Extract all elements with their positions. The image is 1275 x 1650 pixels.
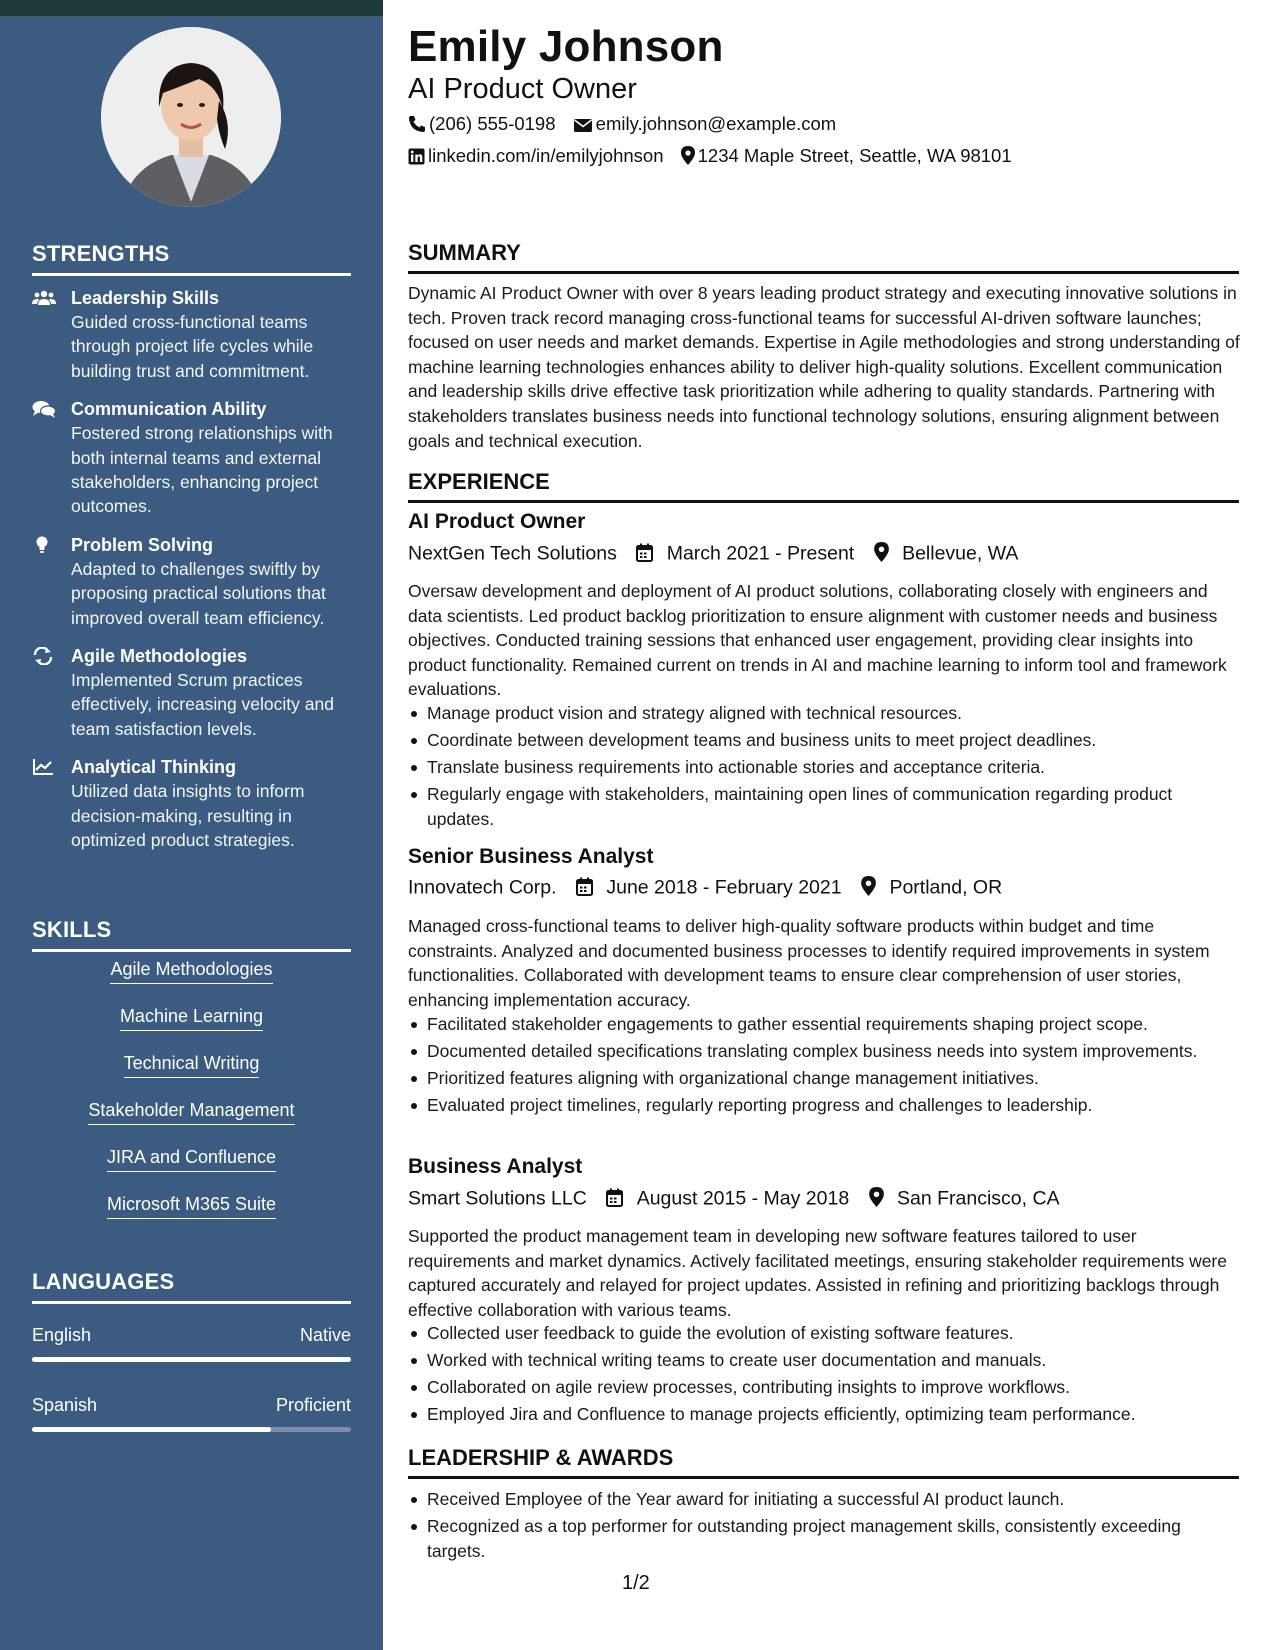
map-marker-icon bbox=[861, 876, 876, 896]
job-meta bbox=[408, 1187, 1060, 1210]
candidate-title: AI Product Owner bbox=[408, 73, 637, 105]
list-item: Documented detailed specifications translating complex business needs into system improvements. bbox=[408, 1039, 1240, 1064]
strength-title: Agile Methodologies bbox=[71, 646, 248, 667]
company-name: Smart Solutions LLC bbox=[408, 1187, 587, 1210]
strength-description: Implemented Scrum practices effectively, increasing velocity and team satisfaction levels. bbox=[71, 670, 334, 739]
strength-description: Guided cross-functional teams through project life cycles while building trust and commitment. bbox=[71, 312, 314, 381]
list-item: Worked with technical writing teams to create user documentation and manuals. bbox=[408, 1348, 1240, 1373]
job-description: Oversaw development and deployment of AI product solutions, collaborating closely with engineers and data scientists. Led product backlog prioritization to ensure alignment with customer needs and business objectives. Conducted training sessions that enhanced user engagement, providing clear insights into product functionality. Remained current on trends in AI and machine learning to inform tool and framework evaluations. bbox=[408, 581, 1227, 700]
page-number: 1/2 bbox=[622, 1572, 650, 1594]
job-dates: August 2015 - May 2018 bbox=[636, 1187, 850, 1210]
job-description: Supported the product management team in developing new software features tailored to user requirements and market dynamics. Actively facilitated meetings, ensuring stakeholder requirements were captured accurately and relayed for project updates. Assisted in refining and prioritizing backlogs through effective collaboration with various teams. bbox=[408, 1226, 1227, 1320]
summary-title: SUMMARY bbox=[408, 240, 1239, 274]
map-marker-icon bbox=[874, 542, 889, 562]
skills-title: SKILLS bbox=[32, 917, 351, 952]
experience-title: EXPERIENCE bbox=[408, 469, 1239, 503]
awards-title: LEADERSHIP & AWARDS bbox=[408, 1445, 1239, 1479]
job-meta bbox=[408, 876, 1002, 899]
map-marker-icon bbox=[681, 146, 695, 165]
job-location: Bellevue, WA bbox=[902, 542, 1019, 565]
list-item: Collected user feedback to guide the evolution of existing software features. bbox=[408, 1321, 1240, 1346]
email-link[interactable]: emily.johnson@example.com bbox=[595, 113, 837, 134]
envelope-icon bbox=[573, 117, 593, 133]
sidebar-top-band bbox=[0, 0, 383, 16]
linkedin-link[interactable]: linkedin.com/in/emilyjohnson bbox=[428, 145, 664, 166]
address: 1234 Maple Street, Seattle, WA 98101 bbox=[697, 145, 1012, 166]
strength-description: Utilized data insights to inform decision-making, resulting in optimized product strategies. bbox=[71, 781, 305, 851]
sync-icon bbox=[32, 647, 56, 665]
strength-item bbox=[32, 286, 352, 383]
languages-title: LANGUAGES bbox=[32, 1269, 351, 1304]
strength-item bbox=[32, 397, 352, 519]
calendar-icon bbox=[606, 1188, 623, 1207]
strength-description: Fostered strong relationships with both internal teams and external stakeholders, enhancing project outcomes. bbox=[71, 423, 333, 517]
strength-item bbox=[32, 755, 352, 852]
job-meta bbox=[408, 542, 1018, 565]
skill-tag: Machine Learning bbox=[120, 1005, 263, 1031]
list-item: Employed Jira and Confluence to manage projects efficiently, optimizing team performance. bbox=[408, 1402, 1240, 1427]
job-bullets bbox=[408, 1321, 1240, 1429]
strength-title: Communication Ability bbox=[71, 399, 267, 420]
skills-list bbox=[32, 958, 351, 1240]
strength-item bbox=[32, 644, 352, 741]
job-bullets bbox=[408, 701, 1240, 834]
language-level: Proficient bbox=[275, 1395, 351, 1415]
company-name: Innovatech Corp. bbox=[408, 876, 557, 899]
list-item: Evaluated project timelines, regularly reporting progress and challenges to leadership. bbox=[408, 1093, 1240, 1118]
skill-tag: Microsoft M365 Suite bbox=[107, 1193, 276, 1219]
language-proficiency-bar bbox=[32, 1357, 351, 1362]
phone-number[interactable]: (206) 555-0198 bbox=[429, 113, 556, 134]
strength-title: Analytical Thinking bbox=[71, 757, 237, 778]
phone-icon bbox=[408, 115, 426, 133]
list-item: Regularly engage with stakeholders, maintaining open lines of communication regarding product updates. bbox=[408, 782, 1240, 831]
users-icon bbox=[32, 289, 56, 307]
job-description: Managed cross-functional teams to deliver high-quality software products within budget and time constraints. Analyzed and documented business processes to identify required improvements in system functionalities. Collaborated with development teams to ensure clear comprehension of user stories, enhancing implementation accuracy. bbox=[408, 916, 1210, 1010]
profile-photo bbox=[101, 27, 281, 207]
summary-text: Dynamic AI Product Owner with over 8 years leading product strategy and executing innovative solutions in tech. Proven track record managing cross-functional teams for successful AI-driven software launches; focused on user needs and market demands. Expertise in Agile methodologies and strong understanding of machine learning technologies enhances ability to deliver high-quality solutions. Excellent communication and leadership skills drive effective task prioritization while adhering to quality standards. Partnering with stakeholders translates business needs into functional technology solutions, ensuring alignment between goals and technical execution. bbox=[408, 283, 1240, 451]
job-dates: March 2021 - Present bbox=[666, 542, 855, 565]
calendar-icon bbox=[636, 543, 653, 562]
linkedin-icon bbox=[408, 148, 425, 165]
strength-item bbox=[32, 533, 352, 630]
strengths-title: STRENGTHS bbox=[32, 241, 351, 276]
language-name: English bbox=[32, 1325, 92, 1345]
list-item: Manage product vision and strategy aligned with technical resources. bbox=[408, 701, 1240, 726]
list-item: Coordinate between development teams and business units to meet project deadlines. bbox=[408, 728, 1240, 753]
strength-title: Problem Solving bbox=[71, 534, 214, 555]
skill-tag: Agile Methodologies bbox=[110, 958, 272, 984]
strength-description: Adapted to challenges swiftly by proposing practical solutions that improved overall team efficiency. bbox=[71, 558, 326, 628]
calendar-icon bbox=[576, 877, 593, 896]
job-title: Senior Business Analyst bbox=[408, 845, 654, 868]
job-title: Business Analyst bbox=[408, 1155, 583, 1178]
list-item: Translate business requirements into actionable stories and acceptance criteria. bbox=[408, 755, 1240, 780]
job-location: Portland, OR bbox=[889, 876, 1003, 899]
language-proficiency-bar bbox=[32, 1427, 351, 1432]
map-marker-icon bbox=[869, 1187, 884, 1207]
list-item: Prioritized features aligning with organizational change management initiatives. bbox=[408, 1066, 1240, 1091]
list-item: Facilitated stakeholder engagements to gather essential requirements shaping project scope. bbox=[408, 1012, 1240, 1037]
job-bullets bbox=[408, 1012, 1240, 1120]
awards-list bbox=[408, 1487, 1240, 1566]
comments-icon bbox=[32, 400, 56, 418]
lightbulb-icon bbox=[32, 536, 56, 554]
company-name: NextGen Tech Solutions bbox=[408, 542, 617, 565]
list-item: Received Employee of the Year award for initiating a successful AI product launch. bbox=[408, 1487, 1240, 1512]
skill-tag: JIRA and Confluence bbox=[107, 1146, 276, 1172]
contact-line-2 bbox=[408, 145, 1024, 167]
strengths-list bbox=[32, 286, 352, 867]
list-item: Collaborated on agile review processes, contributing insights to improve workflows. bbox=[408, 1375, 1240, 1400]
chart-line-icon bbox=[32, 758, 56, 776]
contact-line-1 bbox=[408, 113, 848, 135]
skill-tag: Technical Writing bbox=[124, 1052, 260, 1078]
job-dates: June 2018 - February 2021 bbox=[606, 876, 842, 899]
list-item: Recognized as a top performer for outstanding project management skills, consistently exceeding targets. bbox=[408, 1514, 1240, 1563]
strength-title: Leadership Skills bbox=[71, 288, 220, 308]
language-proficiency-fill bbox=[32, 1427, 271, 1432]
language-name: Spanish bbox=[32, 1395, 98, 1415]
language-proficiency-fill bbox=[32, 1357, 351, 1362]
language-level: Native bbox=[299, 1325, 351, 1345]
job-title: AI Product Owner bbox=[408, 510, 586, 533]
sidebar bbox=[0, 0, 383, 1650]
job-location: San Francisco, CA bbox=[897, 1187, 1060, 1210]
skill-tag: Stakeholder Management bbox=[88, 1099, 294, 1125]
candidate-name: Emily Johnson bbox=[408, 22, 724, 71]
